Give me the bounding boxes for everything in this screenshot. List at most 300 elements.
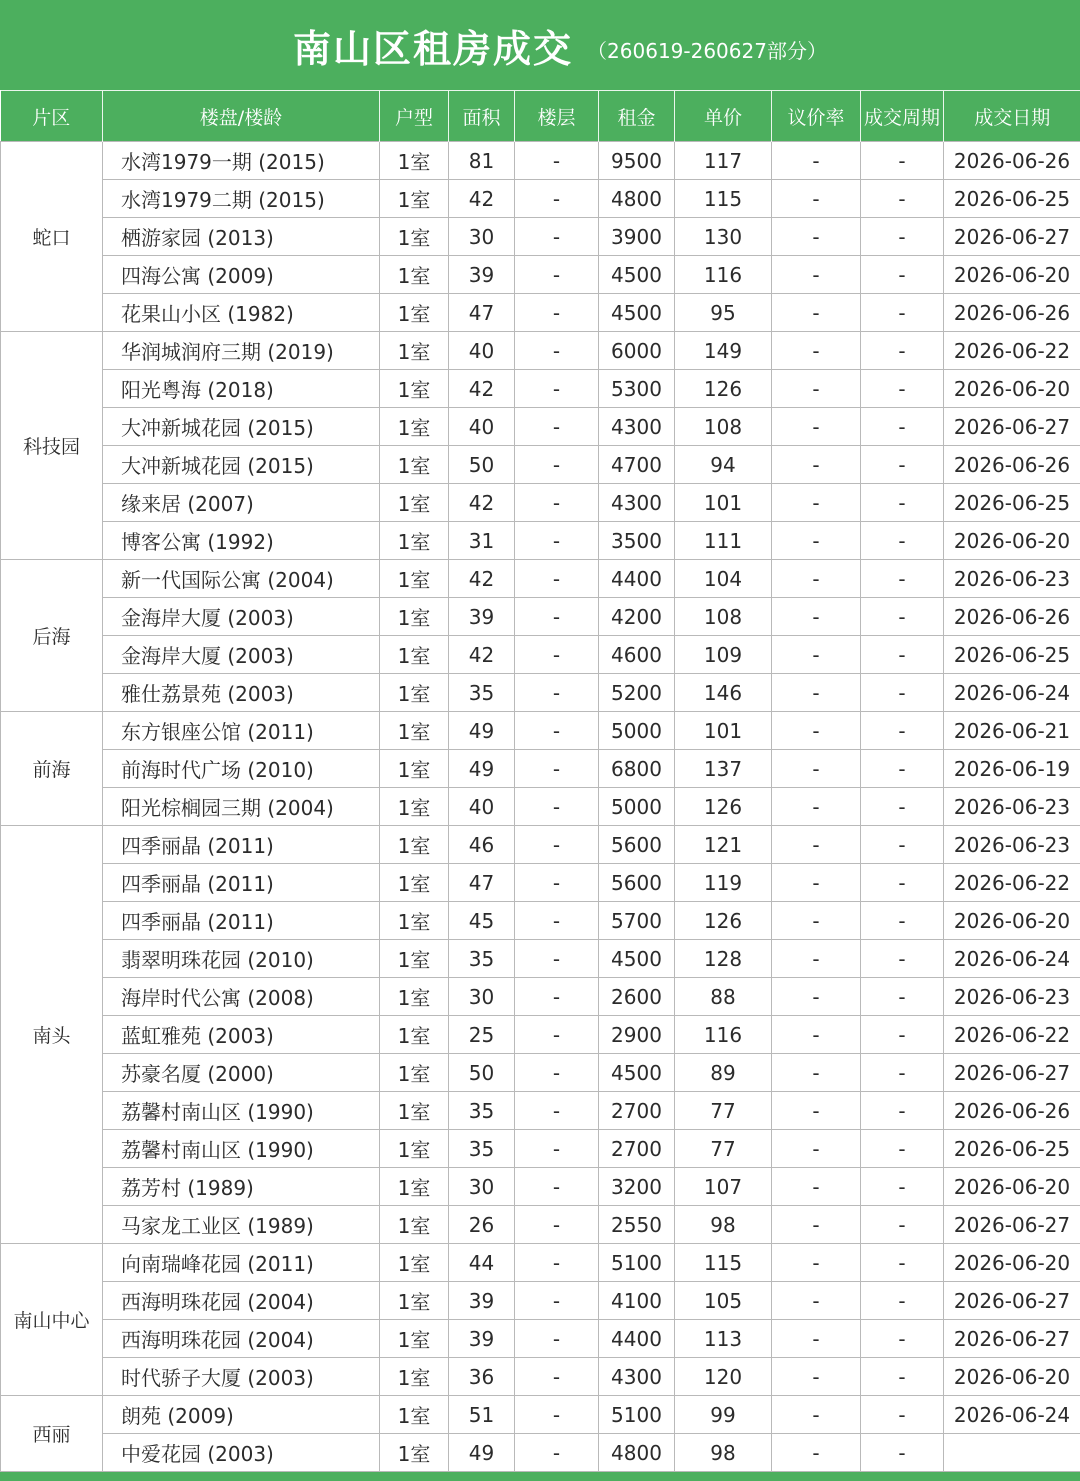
table-row	[1, 598, 1080, 636]
deal-cycle-cell: -	[861, 1168, 944, 1206]
deal-cycle-cell: -	[861, 180, 944, 218]
deal-cycle-cell: -	[861, 636, 944, 674]
rent-cell: 4600	[599, 636, 675, 674]
layout-cell: 1室	[380, 218, 449, 256]
table-row	[1, 484, 1080, 522]
property-name-cell: 东方银座公馆 (2011)	[103, 712, 380, 750]
deal-date-cell	[944, 1434, 1080, 1472]
header-layout: 户型	[380, 91, 449, 142]
floor-cell: -	[515, 294, 599, 332]
layout-cell: 1室	[380, 1244, 449, 1282]
unit-price-cell: 137	[675, 750, 772, 788]
area-cell: 45	[449, 902, 515, 940]
header-district: 片区	[1, 91, 103, 142]
deal-cycle-cell: -	[861, 1320, 944, 1358]
bargain-rate-cell: -	[772, 522, 861, 560]
layout-cell: 1室	[380, 1168, 449, 1206]
deal-date-cell: 2026-06-26	[944, 294, 1080, 332]
bargain-rate-cell: -	[772, 864, 861, 902]
header-unit-price: 单价	[675, 91, 772, 142]
table-row	[1, 218, 1080, 256]
property-name-cell: 海岸时代公寓 (2008)	[103, 978, 380, 1016]
property-name-cell: 蓝虹雅苑 (2003)	[103, 1016, 380, 1054]
area-cell: 40	[449, 332, 515, 370]
rent-cell: 4300	[599, 408, 675, 446]
floor-cell: -	[515, 826, 599, 864]
deal-date-cell: 2026-06-25	[944, 1130, 1080, 1168]
floor-cell: -	[515, 408, 599, 446]
deal-date-cell: 2026-06-25	[944, 484, 1080, 522]
table-row	[1, 560, 1080, 598]
deal-cycle-cell: -	[861, 674, 944, 712]
layout-cell: 1室	[380, 1282, 449, 1320]
floor-cell: -	[515, 560, 599, 598]
deal-date-cell: 2026-06-20	[944, 1358, 1080, 1396]
area-cell: 50	[449, 1054, 515, 1092]
bargain-rate-cell: -	[772, 1244, 861, 1282]
property-name-cell: 西海明珠花园 (2004)	[103, 1320, 380, 1358]
header-area: 面积	[449, 91, 515, 142]
floor-cell: -	[515, 1358, 599, 1396]
table-row	[1, 1092, 1080, 1130]
table-row	[1, 522, 1080, 560]
deal-cycle-cell: -	[861, 1016, 944, 1054]
area-cell: 35	[449, 674, 515, 712]
bargain-rate-cell: -	[772, 294, 861, 332]
table-row	[1, 1016, 1080, 1054]
rent-cell: 4800	[599, 1434, 675, 1472]
deal-cycle-cell: -	[861, 1092, 944, 1130]
date-range-subtitle: （260619-260627部分）	[587, 35, 827, 64]
rent-cell: 4500	[599, 294, 675, 332]
floor-cell: -	[515, 1016, 599, 1054]
unit-price-cell: 121	[675, 826, 772, 864]
unit-price-cell: 146	[675, 674, 772, 712]
bargain-rate-cell: -	[772, 1320, 861, 1358]
layout-cell: 1室	[380, 902, 449, 940]
area-cell: 40	[449, 408, 515, 446]
property-name-cell: 阳光棕榈园三期 (2004)	[103, 788, 380, 826]
deal-date-cell: 2026-06-21	[944, 712, 1080, 750]
deal-cycle-cell: -	[861, 446, 944, 484]
district-cell: 南头	[1, 826, 103, 1244]
deal-cycle-cell: -	[861, 370, 944, 408]
layout-cell: 1室	[380, 1016, 449, 1054]
deal-cycle-cell: -	[861, 294, 944, 332]
deal-cycle-cell: -	[861, 978, 944, 1016]
area-cell: 35	[449, 940, 515, 978]
bargain-rate-cell: -	[772, 598, 861, 636]
rent-cell: 5600	[599, 864, 675, 902]
layout-cell: 1室	[380, 978, 449, 1016]
area-cell: 25	[449, 1016, 515, 1054]
bargain-rate-cell: -	[772, 142, 861, 180]
layout-cell: 1室	[380, 446, 449, 484]
floor-cell: -	[515, 636, 599, 674]
unit-price-cell: 98	[675, 1434, 772, 1472]
area-cell: 44	[449, 1244, 515, 1282]
table-row	[1, 978, 1080, 1016]
property-name-cell: 花果山小区 (1982)	[103, 294, 380, 332]
floor-cell: -	[515, 180, 599, 218]
bargain-rate-cell: -	[772, 1282, 861, 1320]
district-cell: 前海	[1, 712, 103, 826]
unit-price-cell: 120	[675, 1358, 772, 1396]
table-header-row	[1, 91, 1080, 142]
rent-cell: 4700	[599, 446, 675, 484]
table-row	[1, 1358, 1080, 1396]
rent-cell: 9500	[599, 142, 675, 180]
bargain-rate-cell: -	[772, 256, 861, 294]
layout-cell: 1室	[380, 142, 449, 180]
deal-cycle-cell: -	[861, 826, 944, 864]
deal-date-cell: 2026-06-20	[944, 370, 1080, 408]
unit-price-cell: 99	[675, 1396, 772, 1434]
unit-price-cell: 77	[675, 1092, 772, 1130]
bargain-rate-cell: -	[772, 1206, 861, 1244]
deal-date-cell: 2026-06-22	[944, 332, 1080, 370]
property-name-cell: 栖游家园 (2013)	[103, 218, 380, 256]
property-name-cell: 博客公寓 (1992)	[103, 522, 380, 560]
deal-cycle-cell: -	[861, 1206, 944, 1244]
deal-cycle-cell: -	[861, 864, 944, 902]
floor-cell: -	[515, 1054, 599, 1092]
table-row	[1, 446, 1080, 484]
deal-cycle-cell: -	[861, 256, 944, 294]
bargain-rate-cell: -	[772, 1092, 861, 1130]
rent-cell: 2700	[599, 1092, 675, 1130]
table-row	[1, 1168, 1080, 1206]
deal-date-cell: 2026-06-22	[944, 864, 1080, 902]
floor-cell: -	[515, 1206, 599, 1244]
unit-price-cell: 126	[675, 902, 772, 940]
unit-price-cell: 126	[675, 788, 772, 826]
table-row	[1, 332, 1080, 370]
floor-cell: -	[515, 522, 599, 560]
floor-cell: -	[515, 1320, 599, 1358]
floor-cell: -	[515, 256, 599, 294]
bargain-rate-cell: -	[772, 1434, 861, 1472]
floor-cell: -	[515, 788, 599, 826]
unit-price-cell: 126	[675, 370, 772, 408]
table-row	[1, 940, 1080, 978]
floor-cell: -	[515, 1282, 599, 1320]
deal-date-cell: 2026-06-20	[944, 1168, 1080, 1206]
deal-date-cell: 2026-06-26	[944, 142, 1080, 180]
area-cell: 51	[449, 1396, 515, 1434]
rent-cell: 6000	[599, 332, 675, 370]
floor-cell: -	[515, 674, 599, 712]
property-name-cell: 大冲新城花园 (2015)	[103, 408, 380, 446]
unit-price-cell: 94	[675, 446, 772, 484]
unit-price-cell: 113	[675, 1320, 772, 1358]
bargain-rate-cell: -	[772, 712, 861, 750]
unit-price-cell: 149	[675, 332, 772, 370]
deal-date-cell: 2026-06-26	[944, 1092, 1080, 1130]
deal-cycle-cell: -	[861, 142, 944, 180]
unit-price-cell: 111	[675, 522, 772, 560]
deal-cycle-cell: -	[861, 598, 944, 636]
property-name-cell: 四海公寓 (2009)	[103, 256, 380, 294]
area-cell: 42	[449, 180, 515, 218]
deal-cycle-cell: -	[861, 1282, 944, 1320]
area-cell: 39	[449, 598, 515, 636]
floor-cell: -	[515, 1168, 599, 1206]
deal-cycle-cell: -	[861, 940, 944, 978]
bargain-rate-cell: -	[772, 750, 861, 788]
property-name-cell: 阳光粤海 (2018)	[103, 370, 380, 408]
deal-date-cell: 2026-06-24	[944, 674, 1080, 712]
rent-cell: 2700	[599, 1130, 675, 1168]
bargain-rate-cell: -	[772, 674, 861, 712]
deal-cycle-cell: -	[861, 560, 944, 598]
deal-date-cell: 2026-06-25	[944, 636, 1080, 674]
bargain-rate-cell: -	[772, 560, 861, 598]
table-row	[1, 674, 1080, 712]
bargain-rate-cell: -	[772, 370, 861, 408]
unit-price-cell: 108	[675, 408, 772, 446]
property-name-cell: 四季丽晶 (2011)	[103, 826, 380, 864]
unit-price-cell: 119	[675, 864, 772, 902]
deal-cycle-cell: -	[861, 1358, 944, 1396]
rent-cell: 5300	[599, 370, 675, 408]
header-deal-date: 成交日期	[944, 91, 1080, 142]
property-name-cell: 荔芳村 (1989)	[103, 1168, 380, 1206]
unit-price-cell: 101	[675, 712, 772, 750]
floor-cell: -	[515, 902, 599, 940]
header-bargain-rate: 议价率	[772, 91, 861, 142]
floor-cell: -	[515, 864, 599, 902]
deal-date-cell: 2026-06-20	[944, 1244, 1080, 1282]
floor-cell: -	[515, 446, 599, 484]
table-row	[1, 370, 1080, 408]
deal-date-cell: 2026-06-22	[944, 1016, 1080, 1054]
property-name-cell: 翡翠明珠花园 (2010)	[103, 940, 380, 978]
deal-date-cell: 2026-06-20	[944, 522, 1080, 560]
layout-cell: 1室	[380, 712, 449, 750]
rent-cell: 5000	[599, 712, 675, 750]
floor-cell: -	[515, 484, 599, 522]
property-name-cell: 新一代国际公寓 (2004)	[103, 560, 380, 598]
bargain-rate-cell: -	[772, 978, 861, 1016]
property-name-cell: 水湾1979一期 (2015)	[103, 142, 380, 180]
rent-cell: 4500	[599, 940, 675, 978]
layout-cell: 1室	[380, 1396, 449, 1434]
layout-cell: 1室	[380, 940, 449, 978]
table-body	[1, 142, 1080, 1472]
table-row	[1, 1206, 1080, 1244]
rent-cell: 3900	[599, 218, 675, 256]
floor-cell: -	[515, 1092, 599, 1130]
layout-cell: 1室	[380, 294, 449, 332]
layout-cell: 1室	[380, 370, 449, 408]
area-cell: 39	[449, 256, 515, 294]
table-row	[1, 1434, 1080, 1472]
bargain-rate-cell: -	[772, 902, 861, 940]
header-floor: 楼层	[515, 91, 599, 142]
area-cell: 49	[449, 1434, 515, 1472]
area-cell: 42	[449, 370, 515, 408]
table-row	[1, 750, 1080, 788]
layout-cell: 1室	[380, 1206, 449, 1244]
deal-cycle-cell: -	[861, 408, 944, 446]
table-row	[1, 1282, 1080, 1320]
rent-cell: 5700	[599, 902, 675, 940]
deal-cycle-cell: -	[861, 1434, 944, 1472]
area-cell: 42	[449, 560, 515, 598]
layout-cell: 1室	[380, 1358, 449, 1396]
rent-cell: 4800	[599, 180, 675, 218]
rent-cell: 4500	[599, 256, 675, 294]
bargain-rate-cell: -	[772, 1168, 861, 1206]
deal-date-cell: 2026-06-26	[944, 598, 1080, 636]
deal-date-cell: 2026-06-23	[944, 978, 1080, 1016]
deal-cycle-cell: -	[861, 1396, 944, 1434]
rent-cell: 4300	[599, 484, 675, 522]
layout-cell: 1室	[380, 256, 449, 294]
rent-cell: 2600	[599, 978, 675, 1016]
unit-price-cell: 117	[675, 142, 772, 180]
layout-cell: 1室	[380, 674, 449, 712]
deal-date-cell: 2026-06-23	[944, 826, 1080, 864]
layout-cell: 1室	[380, 750, 449, 788]
deal-cycle-cell: -	[861, 1054, 944, 1092]
bargain-rate-cell: -	[772, 408, 861, 446]
property-name-cell: 向南瑞峰花园 (2011)	[103, 1244, 380, 1282]
bargain-rate-cell: -	[772, 484, 861, 522]
rent-cell: 2550	[599, 1206, 675, 1244]
deal-date-cell: 2026-06-27	[944, 1054, 1080, 1092]
rent-cell: 5100	[599, 1244, 675, 1282]
unit-price-cell: 95	[675, 294, 772, 332]
floor-cell: -	[515, 750, 599, 788]
layout-cell: 1室	[380, 636, 449, 674]
rent-cell: 4400	[599, 560, 675, 598]
deal-date-cell: 2026-06-24	[944, 1396, 1080, 1434]
property-name-cell: 四季丽晶 (2011)	[103, 864, 380, 902]
header-property: 楼盘/楼龄	[103, 91, 380, 142]
table-row	[1, 408, 1080, 446]
table-row	[1, 864, 1080, 902]
area-cell: 49	[449, 712, 515, 750]
deal-cycle-cell: -	[861, 788, 944, 826]
layout-cell: 1室	[380, 484, 449, 522]
rent-cell: 4300	[599, 1358, 675, 1396]
deal-cycle-cell: -	[861, 712, 944, 750]
floor-cell: -	[515, 370, 599, 408]
area-cell: 30	[449, 978, 515, 1016]
table-row	[1, 256, 1080, 294]
layout-cell: 1室	[380, 332, 449, 370]
header-rent: 租金	[599, 91, 675, 142]
bargain-rate-cell: -	[772, 446, 861, 484]
deal-cycle-cell: -	[861, 1130, 944, 1168]
table-row	[1, 1130, 1080, 1168]
unit-price-cell: 130	[675, 218, 772, 256]
rent-cell: 4400	[599, 1320, 675, 1358]
layout-cell: 1室	[380, 522, 449, 560]
deal-cycle-cell: -	[861, 522, 944, 560]
area-cell: 36	[449, 1358, 515, 1396]
property-name-cell: 金海岸大厦 (2003)	[103, 598, 380, 636]
rent-cell: 3500	[599, 522, 675, 560]
property-name-cell: 缘来居 (2007)	[103, 484, 380, 522]
rent-cell: 4500	[599, 1054, 675, 1092]
layout-cell: 1室	[380, 598, 449, 636]
area-cell: 30	[449, 1168, 515, 1206]
bargain-rate-cell: -	[772, 940, 861, 978]
deal-date-cell: 2026-06-24	[944, 940, 1080, 978]
table-row	[1, 712, 1080, 750]
table-row	[1, 142, 1080, 180]
layout-cell: 1室	[380, 864, 449, 902]
district-cell: 西丽	[1, 1396, 103, 1472]
unit-price-cell: 104	[675, 560, 772, 598]
table-row	[1, 788, 1080, 826]
deal-date-cell: 2026-06-27	[944, 218, 1080, 256]
layout-cell: 1室	[380, 1092, 449, 1130]
table-row	[1, 1320, 1080, 1358]
rent-cell: 4100	[599, 1282, 675, 1320]
rent-cell: 6800	[599, 750, 675, 788]
area-cell: 39	[449, 1282, 515, 1320]
table-row	[1, 1054, 1080, 1092]
deal-date-cell: 2026-06-19	[944, 750, 1080, 788]
deal-date-cell: 2026-06-27	[944, 408, 1080, 446]
district-cell: 科技园	[1, 332, 103, 560]
header-deal-cycle: 成交周期	[861, 91, 944, 142]
floor-cell: -	[515, 218, 599, 256]
unit-price-cell: 105	[675, 1282, 772, 1320]
bargain-rate-cell: -	[772, 1358, 861, 1396]
floor-cell: -	[515, 1244, 599, 1282]
table-row	[1, 1396, 1080, 1434]
property-name-cell: 西海明珠花园 (2004)	[103, 1282, 380, 1320]
layout-cell: 1室	[380, 180, 449, 218]
deal-date-cell: 2026-06-23	[944, 788, 1080, 826]
bargain-rate-cell: -	[772, 826, 861, 864]
unit-price-cell: 98	[675, 1206, 772, 1244]
area-cell: 50	[449, 446, 515, 484]
area-cell: 81	[449, 142, 515, 180]
floor-cell: -	[515, 598, 599, 636]
layout-cell: 1室	[380, 826, 449, 864]
property-name-cell: 苏豪名厦 (2000)	[103, 1054, 380, 1092]
floor-cell: -	[515, 978, 599, 1016]
district-cell: 南山中心	[1, 1244, 103, 1396]
floor-cell: -	[515, 940, 599, 978]
floor-cell: -	[515, 712, 599, 750]
floor-cell: -	[515, 332, 599, 370]
layout-cell: 1室	[380, 1320, 449, 1358]
area-cell: 39	[449, 1320, 515, 1358]
unit-price-cell: 116	[675, 256, 772, 294]
unit-price-cell: 128	[675, 940, 772, 978]
unit-price-cell: 77	[675, 1130, 772, 1168]
bargain-rate-cell: -	[772, 332, 861, 370]
rent-cell: 4200	[599, 598, 675, 636]
unit-price-cell: 115	[675, 1244, 772, 1282]
rental-transactions-table	[0, 90, 1080, 1472]
property-name-cell: 大冲新城花园 (2015)	[103, 446, 380, 484]
rent-cell: 5000	[599, 788, 675, 826]
bargain-rate-cell: -	[772, 1130, 861, 1168]
floor-cell: -	[515, 142, 599, 180]
deal-cycle-cell: -	[861, 484, 944, 522]
area-cell: 49	[449, 750, 515, 788]
table-row	[1, 902, 1080, 940]
property-name-cell: 前海时代广场 (2010)	[103, 750, 380, 788]
